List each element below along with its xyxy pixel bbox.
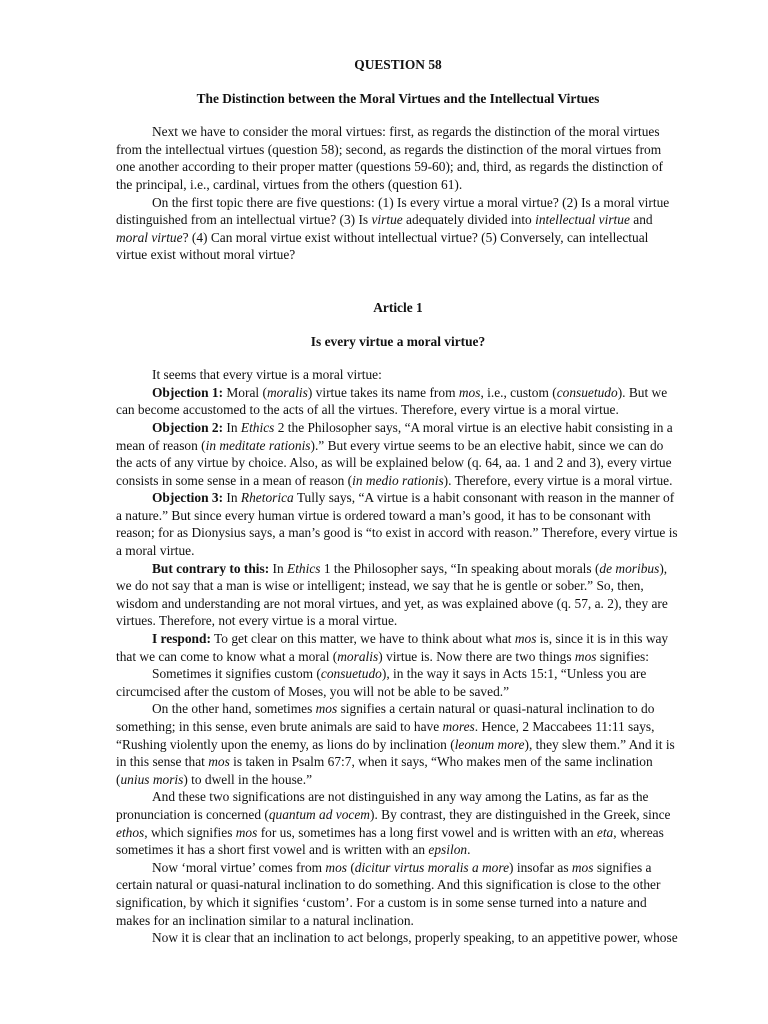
sed-contra: But contrary to this: In Ethics 1 the Philosopher says, “In speaking about morals (de moribus), we do not say that a man is wise or intelligent; instead, we say that he is gentle or sober.” So, then, wisdom and understanding are not moral virtues, and yet, as was explained above (q. 57, a. 2), they are virtues. Therefore, not every virtue is a moral virtue. <box>116 560 668 629</box>
signification-inclination: On the other hand, sometimes mos signifies a certain natural or quasi-natural inclination to do something; in this sense, even brute animals are said to have mores. Hence, 2 Maccabees 11:11 says, “Rushing violently upon the enemy, as lions do by inclination (leonum more), they slew them.” And it is in this sense that mos is taken in Psalm 67:7, when it says, “Who makes men of the same inclination (unius moris) to dwell in the house.” <box>116 701 675 787</box>
appetitive-power-paragraph: Now it is clear that an inclination to act belongs, properly speaking, to an appetitive power, whose <box>152 930 678 946</box>
article-subtitle: Is every virtue a moral virtue? <box>310 333 486 349</box>
question-title: QUESTION 58 <box>354 57 442 72</box>
intro-paragraph-1: Next we have to consider the moral virtues: first, as regards the distinction of the moral virtues from the intellectual virtues (question 58); second, as regards the distinction of the moral virtues from one another according to their proper matter (questions 59-60); and, third, as regards the distinction of the principal, i.e., cardinal, virtues from the others (question 61). <box>116 124 663 192</box>
moral-virtue-paragraph: Now ‘moral virtue’ comes from mos (dicitur virtus moralis a more) insofar as mos signifies a certain natural or quasi-natural inclination to do something. And this signification is close to the other signification, by which it signifies ‘custom’. For a custom is in some sense turned into a nature and makes for an inclination similar to a natural inclination. <box>116 859 661 928</box>
objection-1: Objection 1: Moral (moralis) virtue takes its name from mos, i.e., custom (consuetudo). But we can become accustomed to the acts of all the virtues. Therefore, every virtue is a moral virtue. <box>116 384 668 418</box>
i-respond: I respond: To get clear on this matter, we have to think about what mos is, since it is in this way that we can come to know what a moral (moralis) virtue is. Now there are two things mos signifies: <box>116 631 669 664</box>
article-title: Article 1 <box>373 299 423 315</box>
objection-3: Objection 3: In Rhetorica Tully says, “A virtue is a habit consonant with reason in the manner of a nature.” But since every human virtue is ordered toward a man’s good, it has to be consonant with reason; for as Dionysius says, a man’s good is “to exist in accord with reason.” Therefore, every virtue is a moral virtue. <box>116 490 678 559</box>
question-subtitle: The Distinction between the Moral Virtues and the Intellectual Virtues <box>196 90 600 106</box>
objection-2: Objection 2: In Ethics 2 the Philosopher says, “A moral virtue is an elective habit consisting in a mean of reason (in meditate rationis).” But every virtue seems to be an elective habit, since we can do the acts of any virtue by choice. Also, as will be explained below (q. 64, aa. 1 and 2 and 3), every virtue consists in some sense in a mean of reason (in medio rationis). Therefore, every virtue is a moral virtue. <box>116 419 673 488</box>
opening-line: It seems that every virtue is a moral virtue: <box>152 367 382 383</box>
signification-custom: Sometimes it signifies custom (consuetudo), in the way it says in Acts 15:1, “Unless you are circumcised after the custom of Moses, you will not be able to be saved.” <box>116 666 647 699</box>
latin-greek-paragraph: And these two significations are not distinguished in any way among the Latins, as far as the pronunciation is concerned (quantum ad vocem). By contrast, they are distinguished in the Greek, since ethos, which signifies mos for us, sometimes has a long first vowel and is written with an eta, whereas sometimes it has a short first vowel and is written with an epsilon. <box>116 789 671 858</box>
intro-paragraph-2: On the first topic there are five questions: (1) Is every virtue a moral virtue? (2) Is a moral virtue distinguished from an intellectual virtue? (3) Is virtue adequately divided into intellectual virtue and moral virtue? (4) Can moral virtue exist without intellectual virtue? (5) Conversely, can intellectual virtue exist without moral virtue? <box>116 194 670 263</box>
